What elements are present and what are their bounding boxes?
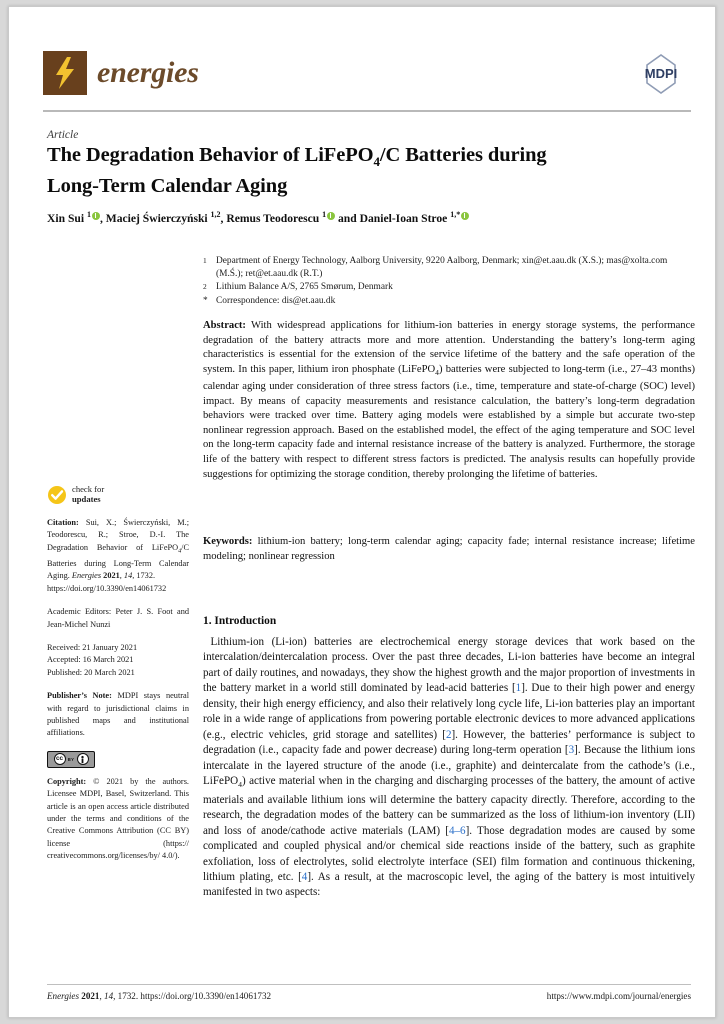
reference-4-6[interactable]: 4–6: [448, 824, 466, 837]
abstract-text-1: With widespread applications for lithium-ion batteries in energy storage systems, the performance degradation of the battery attracts more and more attention. Understanding the battery’s long-term aging characteristics is essential for the extension of the service lifetime of the battery and the safe operation of the system. In this paper, lithium iron phosphate (LiFePO: [203, 320, 695, 375]
citation-year: 2021: [101, 571, 120, 581]
affiliation-marker: *: [203, 295, 208, 306]
reference-4[interactable]: 4: [301, 871, 308, 884]
journal-name: energies: [97, 56, 199, 89]
orcid-icon[interactable]: [92, 212, 100, 220]
journal-logo: [43, 51, 199, 95]
publishers-note-label: Publisher’s Note:: [47, 691, 112, 701]
intro-text-b: ]. Due to their high power and energy density, their high energy efficiency, and also their relatively long cycle life, Li-ion batteries play an important role in a wide range of applications from powering portable electronic devices to more advanced applications (e.g., electric vehicles, grid storage and satellites) [: [203, 682, 695, 741]
intro-text-d: ]. Because the lithium ions intercalate in the layered structure of the anode (i.e., graphite) and deintercalate from the cathode’s (i.e., LiFePO: [203, 744, 696, 788]
affiliation-text: Lithium Balance A/S, 2765 Smørum, Denmark: [216, 282, 393, 293]
citation-block: [47, 517, 189, 595]
page-footer: [47, 991, 691, 1001]
date-published-label: Published:: [47, 667, 83, 677]
affiliation-row: [203, 255, 695, 280]
footer-volume: , 14: [99, 991, 114, 1001]
affiliation-marker: 1: [203, 256, 207, 265]
journal-masthead: [43, 51, 691, 109]
date-received: [47, 642, 189, 654]
date-received-value: 21 January 2021: [80, 642, 138, 652]
author-name: Daniel-Ioan Stroe: [359, 211, 451, 225]
keywords-text: lithium-ion battery; long-term calendar aging; capacity fade; internal resistance increase; lifetime modeling; nonlinear regression: [203, 536, 695, 562]
abstract-text-2: ) batteries were subjected to long-term (i.e., 27–43 months) calendar aging under consideration of three stress factors (i.e., time, temperature and state-of-charge (SOC) level) impact. By means of capacity measurements and resistance calculation, the battery’s long-term degradation behaviors were tracked over time. Battery aging models were established by a simple but accurate two-step nonlinear regression approach. Based on the established model, the effect of the aging temperature and SOC level on the long-term capacity fade and internal resistance increase of the battery is analyzed. Furthermore, the storage life of the battery with respect to different stress factors is predicted. The analysis results can hopefully provide suggestions for optimizing the storage condition, thereby prolonging the lifetime of batteries.: [203, 363, 695, 480]
reference-3[interactable]: 3: [568, 744, 575, 757]
keywords-label: Keywords:: [203, 536, 253, 547]
creative-commons-icon: [47, 751, 95, 768]
introduction-paragraph: [203, 635, 695, 901]
abstract-subscript: 4: [435, 367, 439, 377]
date-published-value: 20 March 2021: [82, 667, 135, 677]
intro-text-e: ) active material when in the charging and discharging processes of the battery, the amount of active materials and available lithium ions will determine the battery capacity directly. Therefore, according to the research, the degradation modes of the battery can be summarized as the loss of lithium-ion inventory (LII) and loss of anode/cathode active materials (LAM) [: [203, 775, 695, 837]
orcid-icon[interactable]: [327, 212, 335, 220]
cfu-line-2: updates: [72, 494, 101, 504]
title-subscript: 4: [373, 154, 380, 170]
intro-text-c: ]. However, the batteries’ performance is subject to degradation (i.e., capacity fade and power decrease) during long-term operation [: [203, 728, 695, 757]
title-line-1: The Degradation Behavior of LiFePO: [47, 144, 374, 166]
publishers-note-block: [47, 690, 189, 740]
intro-text-f: ]. Those degradation modes are caused by some complicated and coupled physical and/or chemical side reactions inside of the battery, such as graphite exfoliation, loss of electrolytes, solid electrolyte interface (SEI) film formation and continuous thickening, lithium plating, etc. [: [203, 824, 695, 884]
footer-year: 2021: [79, 991, 100, 1001]
cc-glyph: cc: [54, 753, 66, 765]
intro-text-a: Lithium-ion (Li-ion) batteries are electrochemical energy storage devices that work based on the intercalation/deintercalation process. Over the past three decades, Li-ion batteries have become an integral part of daily routines, and nowadays, they show the highest growth and the major proportion of investments in the battery market in a world still dominated by lead-acid batteries [: [203, 636, 695, 695]
citation-doi-link[interactable]: https://doi.org/10.3390/en14061732: [47, 583, 167, 593]
citation-journal: Energies: [71, 571, 102, 581]
abstract-label: Abstract:: [203, 320, 246, 331]
affiliations-list: [203, 255, 695, 308]
title-line-2: Long-Term Calendar Aging: [47, 175, 288, 198]
title-line-1b: /C Batteries during: [379, 144, 547, 166]
paper-page: [8, 6, 716, 1018]
footer-journal-url[interactable]: https://www.mdpi.com/journal/energies: [546, 991, 691, 1001]
check-for-updates-text: [72, 485, 104, 504]
reference-1[interactable]: 1: [515, 682, 522, 695]
intro-subscript: 4: [238, 780, 243, 790]
cc-by-label: BY: [67, 756, 75, 762]
intro-text-g: ]. As a result, at the macroscopic level, the aging of the battery is most intuitively manifested in two aspects:: [203, 871, 695, 899]
abstract-block: [203, 319, 695, 482]
author-affiliation-marker: 1,2: [210, 210, 221, 219]
copyright-block: [47, 776, 189, 863]
affiliation-row: [203, 281, 695, 294]
check-for-updates-badge[interactable]: [47, 485, 189, 505]
date-published: [47, 667, 189, 679]
orcid-icon[interactable]: [461, 212, 469, 220]
affiliation-text: Correspondence: dis@et.aau.dk: [216, 295, 336, 306]
author-list: [47, 207, 667, 227]
publishers-note-text: MDPI stays neutral with regard to jurisdictional claims in published maps and institutional affiliations.: [47, 691, 190, 738]
author-name: Maciej Świerczyński: [105, 211, 211, 225]
article-dates-block: [47, 642, 189, 679]
citation-volume: , 14: [119, 571, 133, 581]
citation-label: Citation:: [47, 518, 79, 527]
author-affiliation-marker: 1: [86, 210, 91, 219]
date-accepted-value: 16 March 2021: [80, 655, 134, 665]
article-sidebar: [47, 485, 189, 874]
affiliation-row: [203, 295, 695, 308]
lightning-bolt-icon: [43, 51, 87, 95]
author-name: Xin Sui: [47, 211, 87, 225]
author-separator: and: [335, 211, 360, 225]
footer-journal: Energies: [47, 991, 79, 1001]
date-accepted-label: Accepted:: [47, 655, 81, 665]
academic-editors-block: [47, 606, 189, 631]
date-accepted: [47, 654, 189, 666]
affiliation-text: Department of Energy Technology, Aalborg University, 9220 Aalborg, Denmark; xin@et.aau.dk (X.S.); mas@xolta.com (M.Ś.); ret@et.aau.dk (R.T.): [216, 256, 668, 279]
svg-text:MDPI: MDPI: [644, 66, 678, 81]
copyright-text: © 2021 by the authors. Licensee MDPI, Basel, Switzerland. This article is an open access article distributed under the terms and conditions of the Creative Commons Attribution (CC BY) license (https:// creativecommons.org/licenses/by/ 4.0/).: [47, 776, 189, 861]
academic-editors-names: Peter J. S. Foot and Jean-Michel Nunzi: [47, 607, 189, 629]
section-heading-introduction: 1. Introduction: [203, 615, 277, 627]
cfu-line-1: check for: [72, 484, 105, 495]
footer-citation: [47, 991, 271, 1001]
masthead-divider: [43, 110, 691, 112]
author-separator: ,: [220, 211, 227, 225]
author-affiliation-marker: 1: [322, 210, 327, 219]
footer-divider: [47, 984, 691, 985]
academic-editors-label: Academic Editors:: [47, 607, 112, 617]
mdpi-logo: [631, 51, 691, 97]
reference-2[interactable]: 2: [445, 728, 452, 741]
citation-subscript: 4: [178, 548, 182, 555]
citation-text-2: /C Batteries during Long-Term Calendar Aging.: [47, 542, 189, 581]
citation-text-1: Sui, X.; Świerczyński, M.; Teodorescu, R.; Stroe, D.-I. The Degradation Behavior of LiFePO: [47, 518, 189, 552]
citation-pages: , 1732.: [132, 571, 156, 581]
affiliation-marker: 2: [203, 282, 207, 292]
author-separator: ,: [99, 211, 106, 225]
date-received-label: Received:: [47, 642, 81, 652]
check-circle-icon: [47, 485, 67, 505]
footer-doi: , 1732. https://doi.org/10.3390/en14061732: [113, 991, 272, 1001]
author-affiliation-marker: 1,*: [450, 210, 461, 219]
article-type: Article: [47, 129, 79, 141]
keywords-block: [203, 535, 695, 564]
page-title: [47, 143, 647, 199]
author-name: Remus Teodorescu: [226, 211, 323, 225]
copyright-label: Copyright:: [47, 776, 87, 786]
